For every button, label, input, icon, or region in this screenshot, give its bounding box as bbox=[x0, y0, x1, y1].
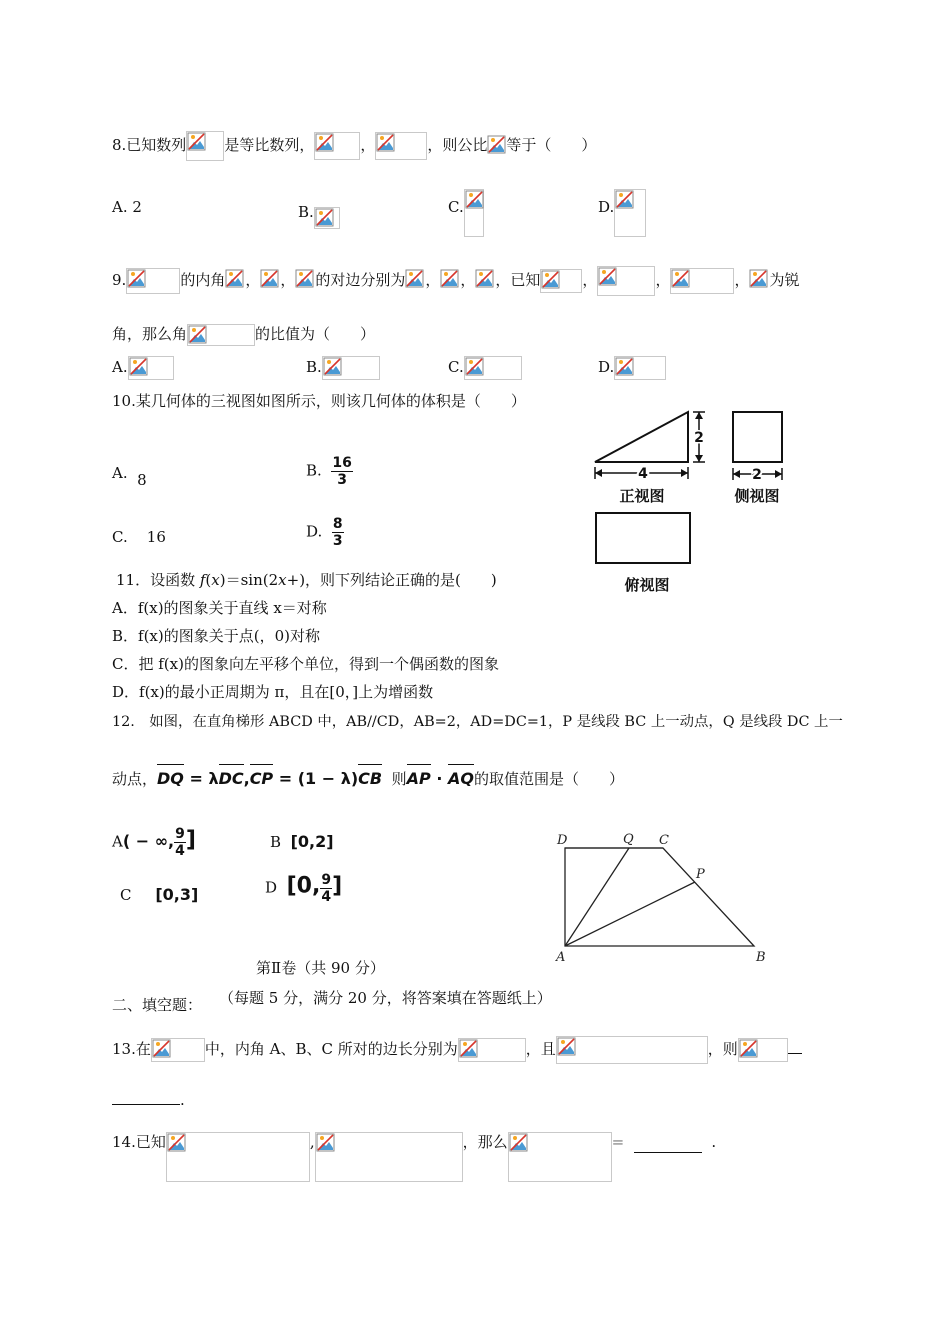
broken-image-icon bbox=[670, 268, 734, 294]
trapezoid-figure bbox=[550, 828, 775, 968]
broken-image-icon bbox=[440, 269, 460, 293]
section2-heading: 二、填空题： bbox=[112, 996, 203, 1014]
q12-option-b: B [0,2] bbox=[270, 832, 334, 851]
q8-text: 是等比数列， bbox=[224, 136, 315, 154]
arrow-head bbox=[695, 412, 703, 419]
q10-option-c: C. 16 bbox=[112, 528, 166, 546]
q9-stem: 9. 的内角 ， ， 的对边分别为 ， ， ，已知 ， ， ， 为锐 bbox=[112, 266, 799, 296]
q9-stem-line2: 角，那么角 的比值为（ ） bbox=[112, 324, 375, 346]
q8-option-a: A. 2 bbox=[112, 198, 142, 216]
dim-label: 4 bbox=[638, 466, 648, 482]
top-view-shape bbox=[596, 513, 690, 563]
trapezoid-abcd bbox=[565, 848, 754, 946]
q11-option-c: C．把 f(x)的图象向左平移个单位，得到一个偶函数的图象 bbox=[112, 655, 499, 673]
q8-suffix: 等于（ ） bbox=[506, 136, 597, 154]
vector-cp: CP bbox=[250, 766, 273, 792]
fraction: $\frac{9}{4}$ bbox=[175, 826, 185, 859]
broken-image-icon bbox=[186, 131, 224, 161]
broken-image-icon bbox=[322, 356, 380, 380]
broken-image-icon bbox=[314, 207, 340, 229]
broken-image-icon bbox=[166, 1132, 310, 1182]
broken-image-icon bbox=[464, 189, 484, 237]
point-label-b: B bbox=[756, 950, 766, 965]
broken-image-icon bbox=[151, 1038, 205, 1062]
front-view-shape bbox=[595, 412, 688, 462]
broken-image-icon bbox=[614, 189, 646, 237]
point-label-q: Q bbox=[623, 832, 634, 847]
q8-option-b: B. bbox=[298, 197, 340, 229]
point-label-p: P bbox=[696, 867, 705, 882]
section2-note: （每题 5 分，满分 20 分，将答案填在答题纸上） bbox=[219, 989, 552, 1007]
q8-comma: ， bbox=[360, 136, 376, 154]
q10-stem: 10.某几何体的三视图如图所示，则该几何体的体积是（ ） bbox=[112, 392, 526, 410]
broken-image-icon bbox=[597, 266, 655, 296]
q11-stem: 11．设函数 f(x)＝sin(2x+)，则下列结论正确的是( ) bbox=[116, 571, 497, 589]
broken-image-icon bbox=[315, 1132, 463, 1182]
q10-option-d: D. $\frac{8}{3}$ bbox=[306, 516, 343, 549]
q12-option-c: C [0,3] bbox=[120, 885, 199, 904]
q9-option-b: B. bbox=[306, 356, 380, 380]
arrow-head bbox=[695, 455, 703, 462]
point-label-d: D bbox=[557, 833, 568, 848]
vector-ap: AP bbox=[407, 766, 431, 792]
q12-option-a: A( − ∞, $\frac{9}{4}$ ] bbox=[112, 826, 196, 859]
broken-image-icon bbox=[464, 356, 522, 380]
dim-label: 2 bbox=[694, 430, 704, 446]
point-label-a: A bbox=[556, 950, 566, 965]
vector-dc: DC bbox=[219, 766, 244, 792]
q13-answer-line: . bbox=[112, 1090, 185, 1110]
broken-image-icon bbox=[458, 1038, 526, 1062]
q11-option-d: D．f(x)的最小正周期为 π，且在[0，]上为增函数 bbox=[112, 683, 434, 701]
q11-option-a: A．f(x)的图象关于直线 x＝对称 bbox=[112, 599, 327, 617]
q8-prefix: 8.已知数列 bbox=[112, 136, 187, 154]
broken-image-icon bbox=[749, 269, 769, 293]
broken-image-icon bbox=[126, 268, 180, 294]
q8-option-d: D. bbox=[598, 197, 646, 237]
q9-option-a: A. bbox=[112, 356, 174, 380]
broken-image-icon bbox=[540, 269, 582, 293]
fraction: $\frac{16}{3}$ bbox=[332, 455, 352, 488]
dim-label: 2 bbox=[752, 467, 762, 483]
fraction: $\frac{9}{4}$ bbox=[321, 872, 332, 905]
q12-stem: 12. 如图，在直角梯形 ABCD 中，AB//CD，AB=2，AD=DC=1，P 是线段 BC 上一动点，Q 是线段 DC 上一 bbox=[112, 714, 843, 730]
broken-image-icon bbox=[187, 324, 255, 346]
segment-ap bbox=[565, 882, 695, 946]
q12-option-d: D [0, $\frac{9}{4}$ ] bbox=[265, 872, 343, 905]
side-view-label: 侧视图 bbox=[734, 487, 780, 505]
front-view-label: 正视图 bbox=[619, 487, 665, 505]
segment-aq bbox=[565, 848, 629, 946]
broken-image-icon bbox=[556, 1036, 708, 1064]
q12-stem-line2: 动点，DQ = λDC,CP = (1 − λ)CB 则AP · AQ的取值范围是（ ） bbox=[112, 766, 624, 792]
broken-image-icon bbox=[295, 269, 315, 293]
q10-option-a: A. 8 bbox=[112, 464, 147, 489]
q9-option-d: D. bbox=[598, 356, 666, 380]
q8-stem bbox=[112, 131, 596, 161]
broken-image-icon bbox=[487, 135, 506, 157]
broken-image-icon bbox=[738, 1038, 788, 1062]
broken-image-icon bbox=[375, 132, 427, 160]
q9-option-c: C. bbox=[448, 356, 522, 380]
answer-blank bbox=[634, 1132, 702, 1153]
three-view-figure bbox=[585, 405, 795, 595]
broken-image-icon bbox=[225, 269, 245, 293]
vector-dq: DQ bbox=[157, 766, 184, 792]
q8-option-c: C. bbox=[448, 197, 484, 237]
vector-aq: AQ bbox=[448, 766, 474, 792]
fraction: $\frac{8}{3}$ bbox=[332, 516, 343, 549]
q13-stem: 13.在 中，内角 A、B、C 所对的边长分别为 ，且 ，则 bbox=[112, 1036, 802, 1064]
top-view-label: 俯视图 bbox=[624, 576, 670, 594]
broken-image-icon bbox=[475, 269, 495, 293]
broken-image-icon bbox=[405, 269, 425, 293]
q10-option-b: B. $\frac{16}{3}$ bbox=[306, 455, 352, 488]
broken-image-icon bbox=[128, 356, 174, 380]
broken-image-icon bbox=[614, 356, 666, 380]
broken-image-icon bbox=[508, 1132, 612, 1182]
q11-option-b: B．f(x)的图象关于点(，0)对称 bbox=[112, 627, 320, 645]
vector-cb: CB bbox=[358, 766, 382, 792]
point-label-c: C bbox=[659, 833, 669, 848]
q8-text: ，则公比 bbox=[427, 136, 488, 154]
broken-image-icon bbox=[260, 269, 280, 293]
section2-title: 第Ⅱ卷（共 90 分） bbox=[256, 959, 385, 977]
broken-image-icon bbox=[314, 132, 360, 160]
answer-blank bbox=[112, 1104, 180, 1105]
side-view-shape bbox=[733, 412, 782, 462]
q14-stem: 14.已知 , ，那么 = . bbox=[112, 1132, 716, 1182]
